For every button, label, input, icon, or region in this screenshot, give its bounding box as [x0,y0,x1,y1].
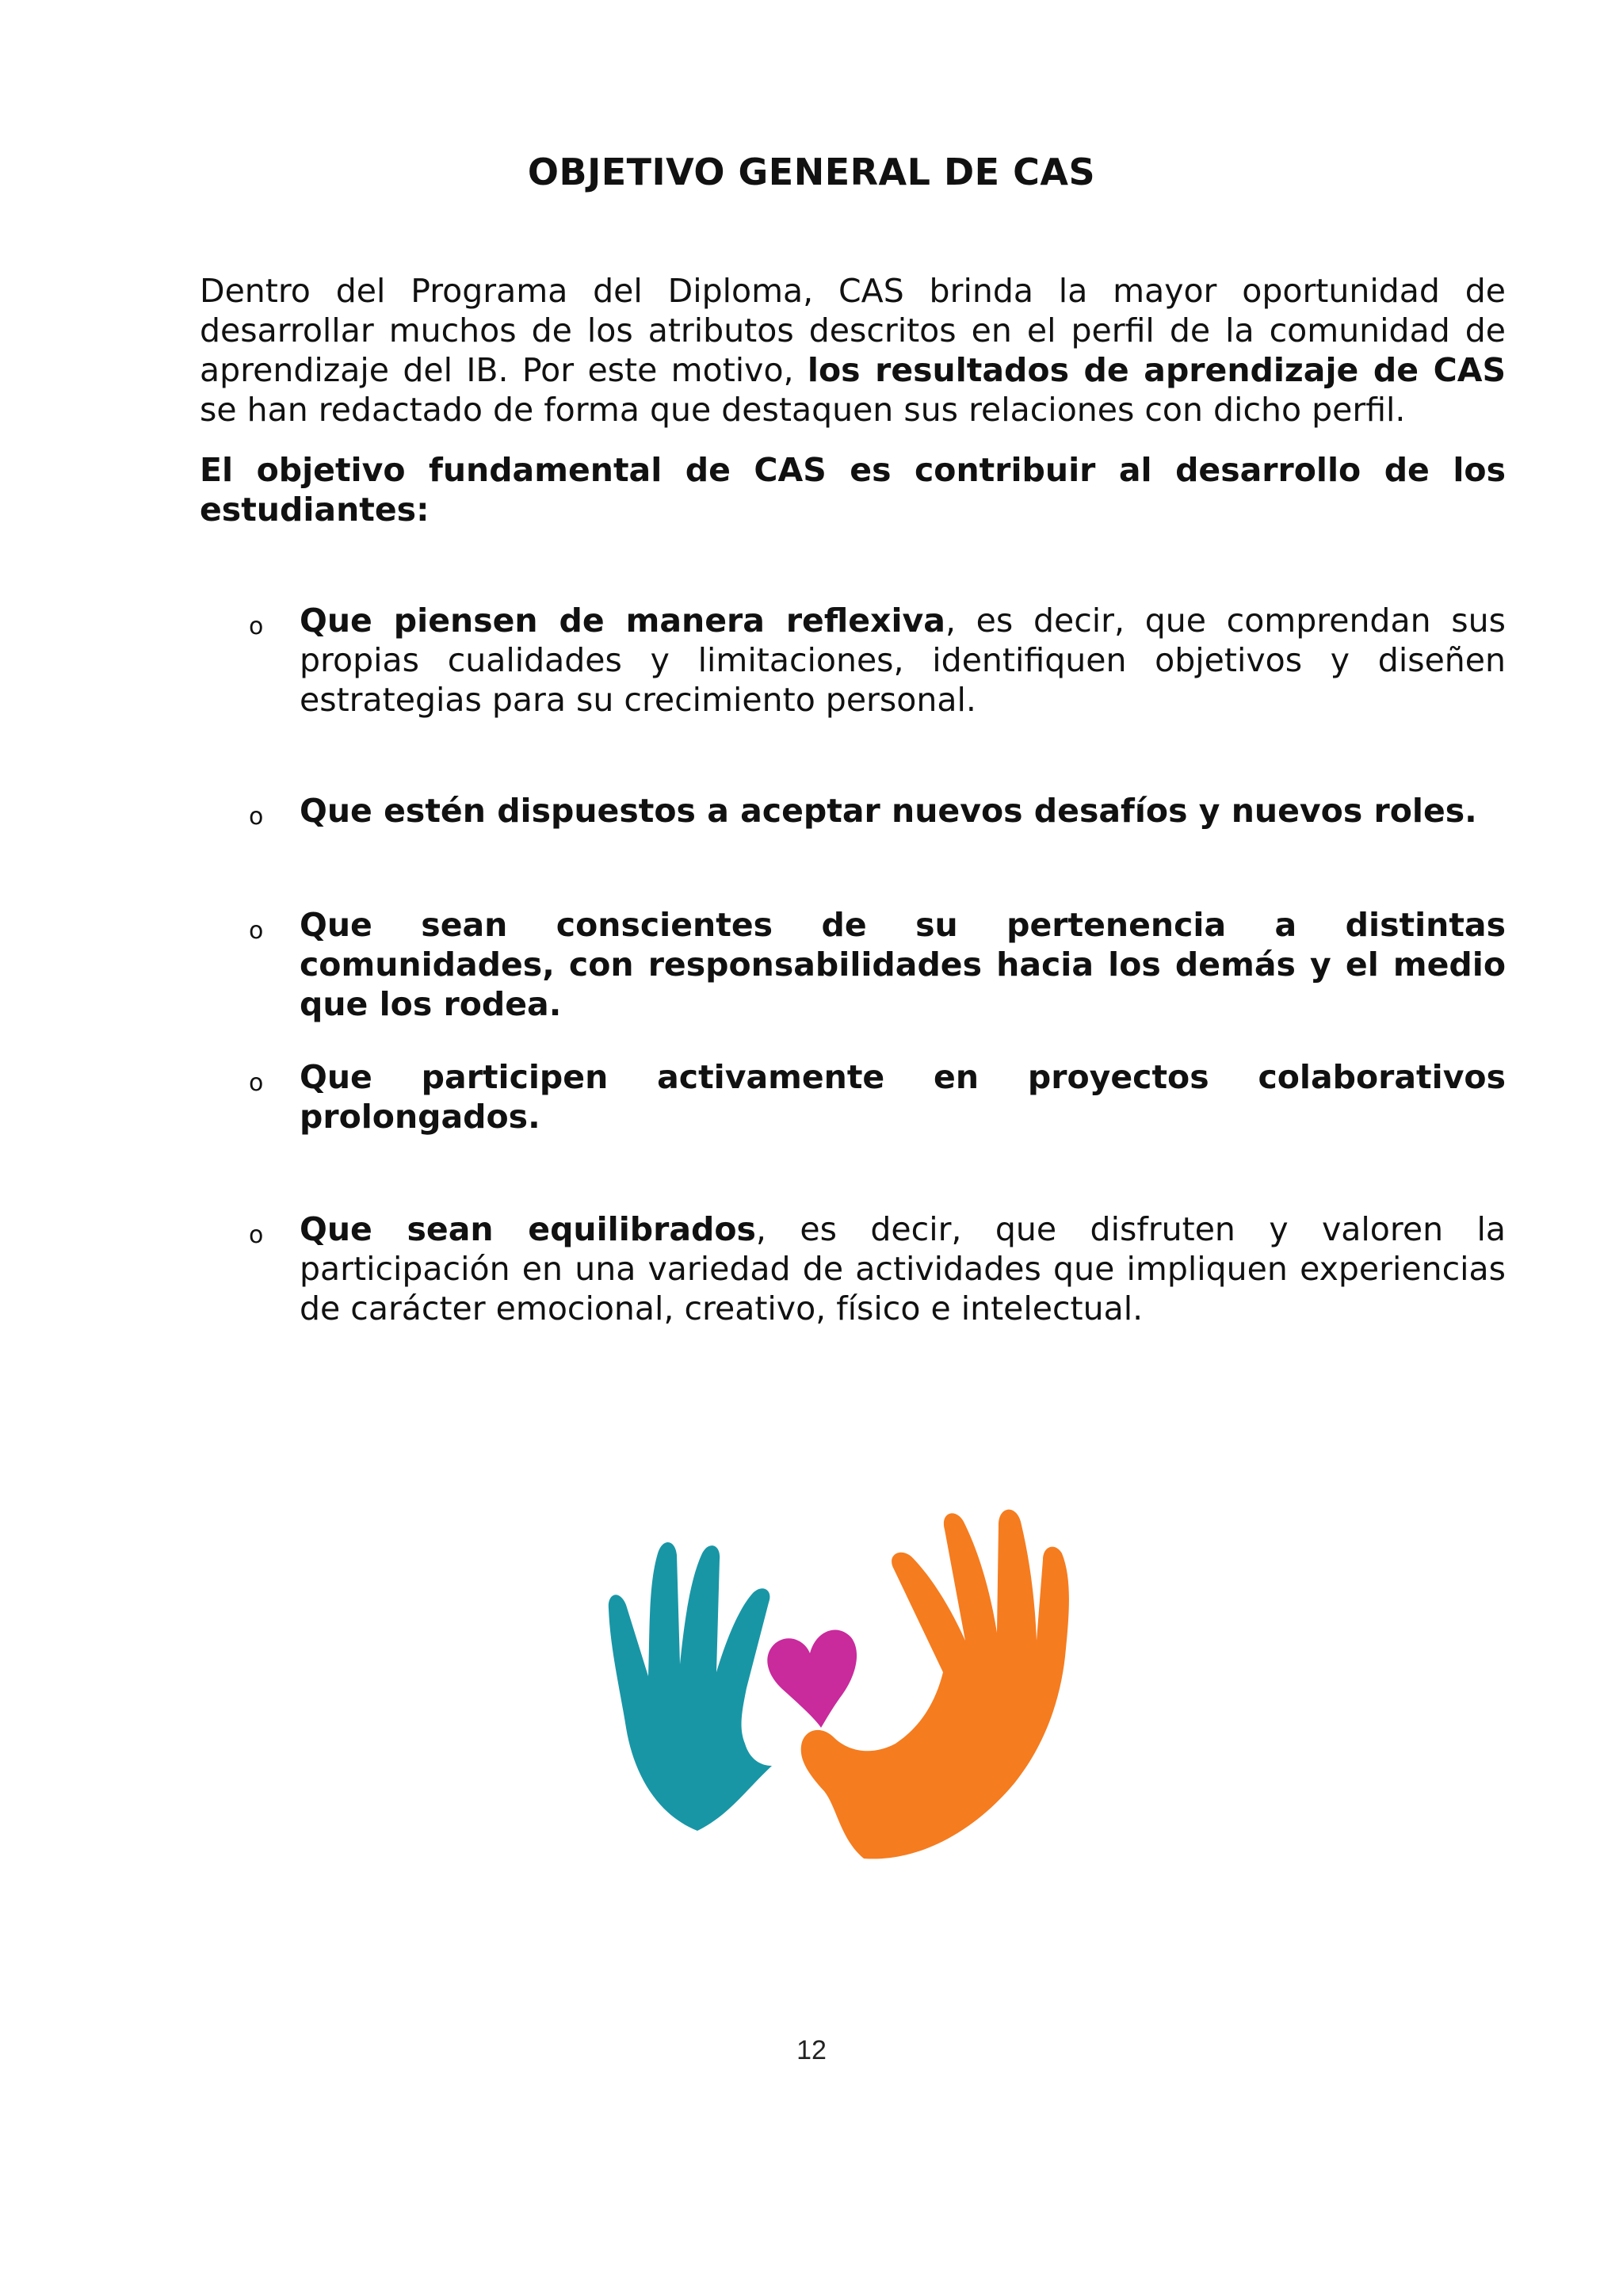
bullet-circle-icon: o [249,803,264,831]
bullet-circle-icon: o [249,1069,264,1097]
list-item [200,601,1506,720]
list-item-text [300,601,1506,720]
list-item-bold: Que piensen de manera reflexiva [300,602,945,640]
intro-text-before: Dentro del Programa del Diploma, CAS brinda la mayor oportunidad de desarrollar muchos de los atributos descritos en el perfil de la comunidad de aprendizaje del IB. Por este motivo, [200,272,1506,389]
list-item-bold: Que estén dispuestos a aceptar nuevos desafíos y nuevos roles. [300,792,1477,830]
page-title: OBJETIVO GENERAL DE CAS [527,151,1096,193]
bullet-circle-icon: o [249,1221,264,1249]
list-item-text [300,791,1506,831]
list-item-bold: Que participen activamente en proyectos colaborativos prolongados. [300,1058,1506,1136]
list-item [200,1057,1506,1137]
hands-heart-icon [602,1490,1109,1870]
list-item-bold: Que sean equilibrados [300,1210,756,1248]
list-item-text [300,905,1506,1024]
list-item-rest: , es decir, que disfruten y valoren la participación en una variedad de actividades que impliquen experiencias de carácter emocional, creativo, físico e intelectual. [300,1210,1506,1328]
list-item [200,905,1506,1024]
bullet-circle-icon: o [249,917,264,945]
list-item [200,791,1506,831]
page-number: 12 [796,2035,827,2065]
heart-shape [767,1629,857,1728]
bullet-circle-icon: o [249,613,264,640]
list-item-rest: , es decir, que comprendan sus propias cualidades y limitaciones, identifiquen objetivos y diseñen estrategias para su crecimiento personal. [300,602,1506,719]
list-item-bold: Que sean conscientes de su pertenencia a distintas comunidades, con responsabilidades hacia los demás y el medio que los rodea. [300,906,1506,1023]
intro-text-after: se han redactado de forma que destaquen sus relaciones con dicho perfil. [200,391,1406,429]
lead-statement: El objetivo fundamental de CAS es contribuir al desarrollo de los estudiantes: [200,451,1506,529]
intro-paragraph [200,271,1506,430]
left-hand-shape [609,1542,772,1831]
list-item-text [300,1057,1506,1137]
list-item [200,1209,1506,1328]
list-item-text [300,1209,1506,1328]
intro-bold-phrase: los resultados de aprendizaje de CAS [807,351,1506,389]
